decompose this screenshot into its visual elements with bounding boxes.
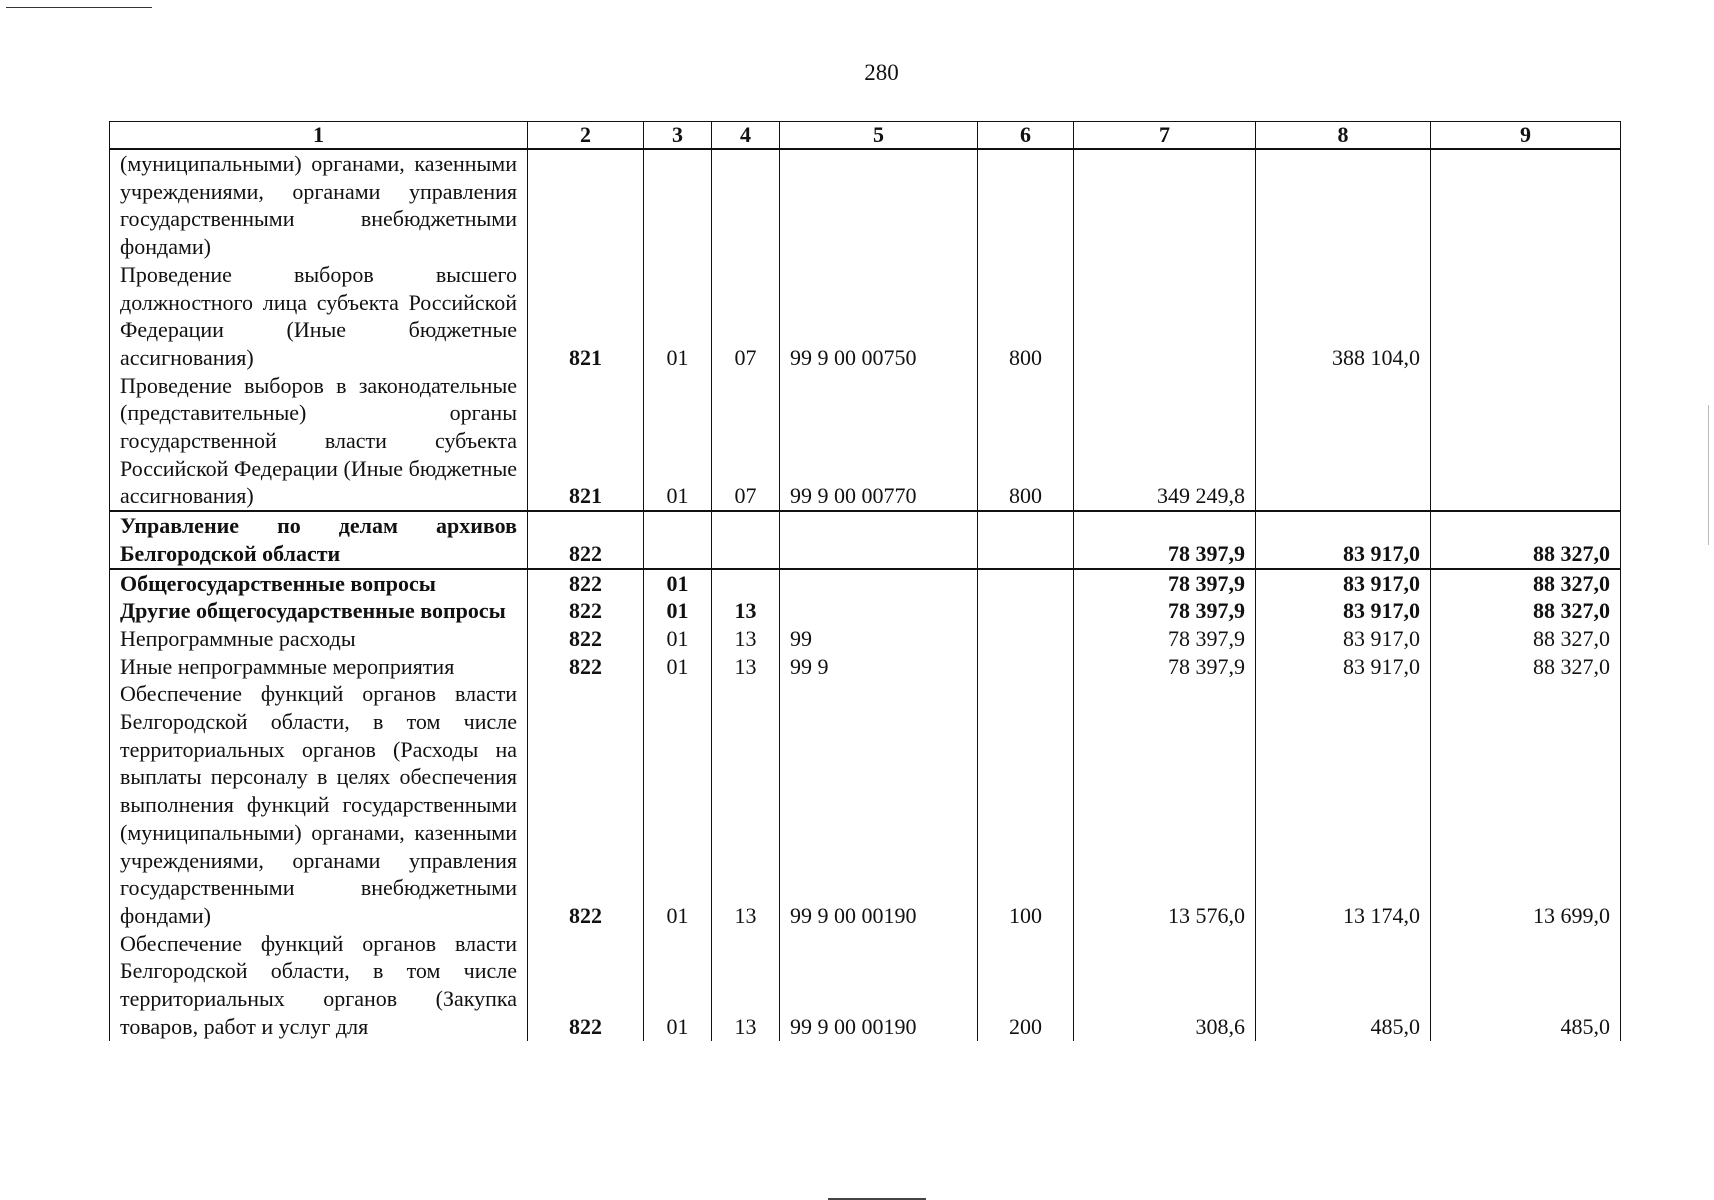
amount-year-3 (1431, 261, 1621, 372)
target-article-code (780, 569, 978, 598)
ministry-code: 821 (528, 372, 644, 512)
ministry-code: 822 (528, 653, 644, 681)
table-row (110, 149, 1621, 261)
page-number: 280 (864, 60, 899, 85)
expense-name: Иные непрограммные мероприятия (110, 653, 528, 681)
section-code: 01 (644, 625, 712, 653)
ministry-code: 821 (528, 261, 644, 372)
expense-type-code (978, 569, 1074, 598)
amount-year-2: 83 917,0 (1256, 511, 1431, 568)
column-header: 8 (1256, 122, 1431, 150)
target-article-code: 99 (780, 625, 978, 653)
amount-year-2: 485,0 (1256, 930, 1431, 1041)
target-article-code (780, 597, 978, 625)
amount-year-3: 88 327,0 (1431, 511, 1621, 568)
expense-name: Управление по делам архивов Белгородской области (110, 511, 528, 568)
amount-year-2: 83 917,0 (1256, 597, 1431, 625)
expense-name: Обеспечение функций органов власти Белгородской области, в том числе территориальных органов (Закупка товаров, работ и услуг для (110, 930, 528, 1041)
budget-table (109, 121, 1621, 1041)
table-row (110, 653, 1621, 681)
amount-year-1: 308,6 (1074, 930, 1256, 1041)
amount-year-2 (1256, 372, 1431, 512)
table-header-row (110, 122, 1621, 150)
amount-year-3: 88 327,0 (1431, 569, 1621, 598)
column-header: 4 (712, 122, 780, 150)
amount-year-2: 83 917,0 (1256, 569, 1431, 598)
column-header: 1 (110, 122, 528, 150)
amount-year-3 (1431, 372, 1621, 512)
section-code (644, 149, 712, 261)
expense-type-code (978, 511, 1074, 568)
expense-name: Обеспечение функций органов власти Белгородской области, в том числе территориальных органов (Расходы на выплаты персоналу в целях обеспечения выполнения функций государственными (муниципальными) органами, казенными учреждениями, органами управления государственными внебюджетными фондами) (110, 680, 528, 929)
table-row (110, 930, 1621, 1041)
section-code: 01 (644, 597, 712, 625)
expense-type-code (978, 653, 1074, 681)
subsection-code (712, 569, 780, 598)
amount-year-3 (1431, 149, 1621, 261)
amount-year-3: 13 699,0 (1431, 680, 1621, 929)
subsection-code: 13 (712, 597, 780, 625)
ministry-code: 822 (528, 569, 644, 598)
target-article-code: 99 9 00 00190 (780, 680, 978, 929)
subsection-code: 13 (712, 680, 780, 929)
target-article-code: 99 9 00 00750 (780, 261, 978, 372)
amount-year-1: 78 397,9 (1074, 597, 1256, 625)
expense-name: Непрограммные расходы (110, 625, 528, 653)
expense-name: Проведение выборов в законодательные (представительные) органы государственной власти субъекта Российской Федерации (Иные бюджетные ассигнования) (110, 372, 528, 512)
expense-type-code (978, 625, 1074, 653)
top-rule (6, 7, 152, 8)
section-code: 01 (644, 372, 712, 512)
amount-year-1: 78 397,9 (1074, 569, 1256, 598)
column-header: 5 (780, 122, 978, 150)
target-article-code: 99 9 (780, 653, 978, 681)
ministry-code: 822 (528, 680, 644, 929)
column-header: 3 (644, 122, 712, 150)
column-header: 7 (1074, 122, 1256, 150)
subsection-code (712, 511, 780, 568)
expense-name: Другие общегосударственные вопросы (110, 597, 528, 625)
expense-type-code: 800 (978, 261, 1074, 372)
amount-year-2 (1256, 149, 1431, 261)
table-row (110, 597, 1621, 625)
table-row (110, 569, 1621, 598)
scan-edge-mark (1708, 405, 1709, 545)
expense-type-code: 100 (978, 680, 1074, 929)
column-header: 2 (528, 122, 644, 150)
amount-year-1 (1074, 149, 1256, 261)
amount-year-3: 485,0 (1431, 930, 1621, 1041)
amount-year-3: 88 327,0 (1431, 625, 1621, 653)
ministry-code (528, 149, 644, 261)
column-header: 6 (978, 122, 1074, 150)
amount-year-1: 349 249,8 (1074, 372, 1256, 512)
table-row (110, 261, 1621, 372)
section-code (644, 511, 712, 568)
expense-name: Общегосударственные вопросы (110, 569, 528, 598)
section-code: 01 (644, 930, 712, 1041)
target-article-code (780, 511, 978, 568)
table-row (110, 625, 1621, 653)
subsection-code: 13 (712, 653, 780, 681)
amount-year-1 (1074, 261, 1256, 372)
ministry-code: 822 (528, 597, 644, 625)
amount-year-1: 78 397,9 (1074, 653, 1256, 681)
subsection-code: 07 (712, 372, 780, 512)
target-article-code (780, 149, 978, 261)
amount-year-2: 13 174,0 (1256, 680, 1431, 929)
amount-year-3: 88 327,0 (1431, 597, 1621, 625)
amount-year-2: 83 917,0 (1256, 625, 1431, 653)
target-article-code: 99 9 00 00190 (780, 930, 978, 1041)
subsection-code (712, 149, 780, 261)
column-header: 9 (1431, 122, 1621, 150)
expense-type-code (978, 149, 1074, 261)
table-row (110, 680, 1621, 929)
ministry-code: 822 (528, 930, 644, 1041)
expense-name: Проведение выборов высшего должностного лица субъекта Российской Федерации (Иные бюджетные ассигнования) (110, 261, 528, 372)
section-code: 01 (644, 569, 712, 598)
table-row (110, 372, 1621, 512)
subsection-code: 07 (712, 261, 780, 372)
amount-year-1: 13 576,0 (1074, 680, 1256, 929)
section-code: 01 (644, 653, 712, 681)
section-code: 01 (644, 680, 712, 929)
amount-year-1: 78 397,9 (1074, 511, 1256, 568)
expense-type-code: 200 (978, 930, 1074, 1041)
subsection-code: 13 (712, 625, 780, 653)
ministry-code: 822 (528, 625, 644, 653)
subsection-code: 13 (712, 930, 780, 1041)
amount-year-3: 88 327,0 (1431, 653, 1621, 681)
section-code: 01 (644, 261, 712, 372)
table-row (110, 511, 1621, 568)
expense-type-code: 800 (978, 372, 1074, 512)
amount-year-2: 388 104,0 (1256, 261, 1431, 372)
target-article-code: 99 9 00 00770 (780, 372, 978, 512)
amount-year-1: 78 397,9 (1074, 625, 1256, 653)
amount-year-2: 83 917,0 (1256, 653, 1431, 681)
expense-name: (муниципальными) органами, казенными учреждениями, органами управления государственными внебюджетными фондами) (110, 149, 528, 261)
table-body (110, 149, 1621, 1041)
ministry-code: 822 (528, 511, 644, 568)
expense-type-code (978, 597, 1074, 625)
